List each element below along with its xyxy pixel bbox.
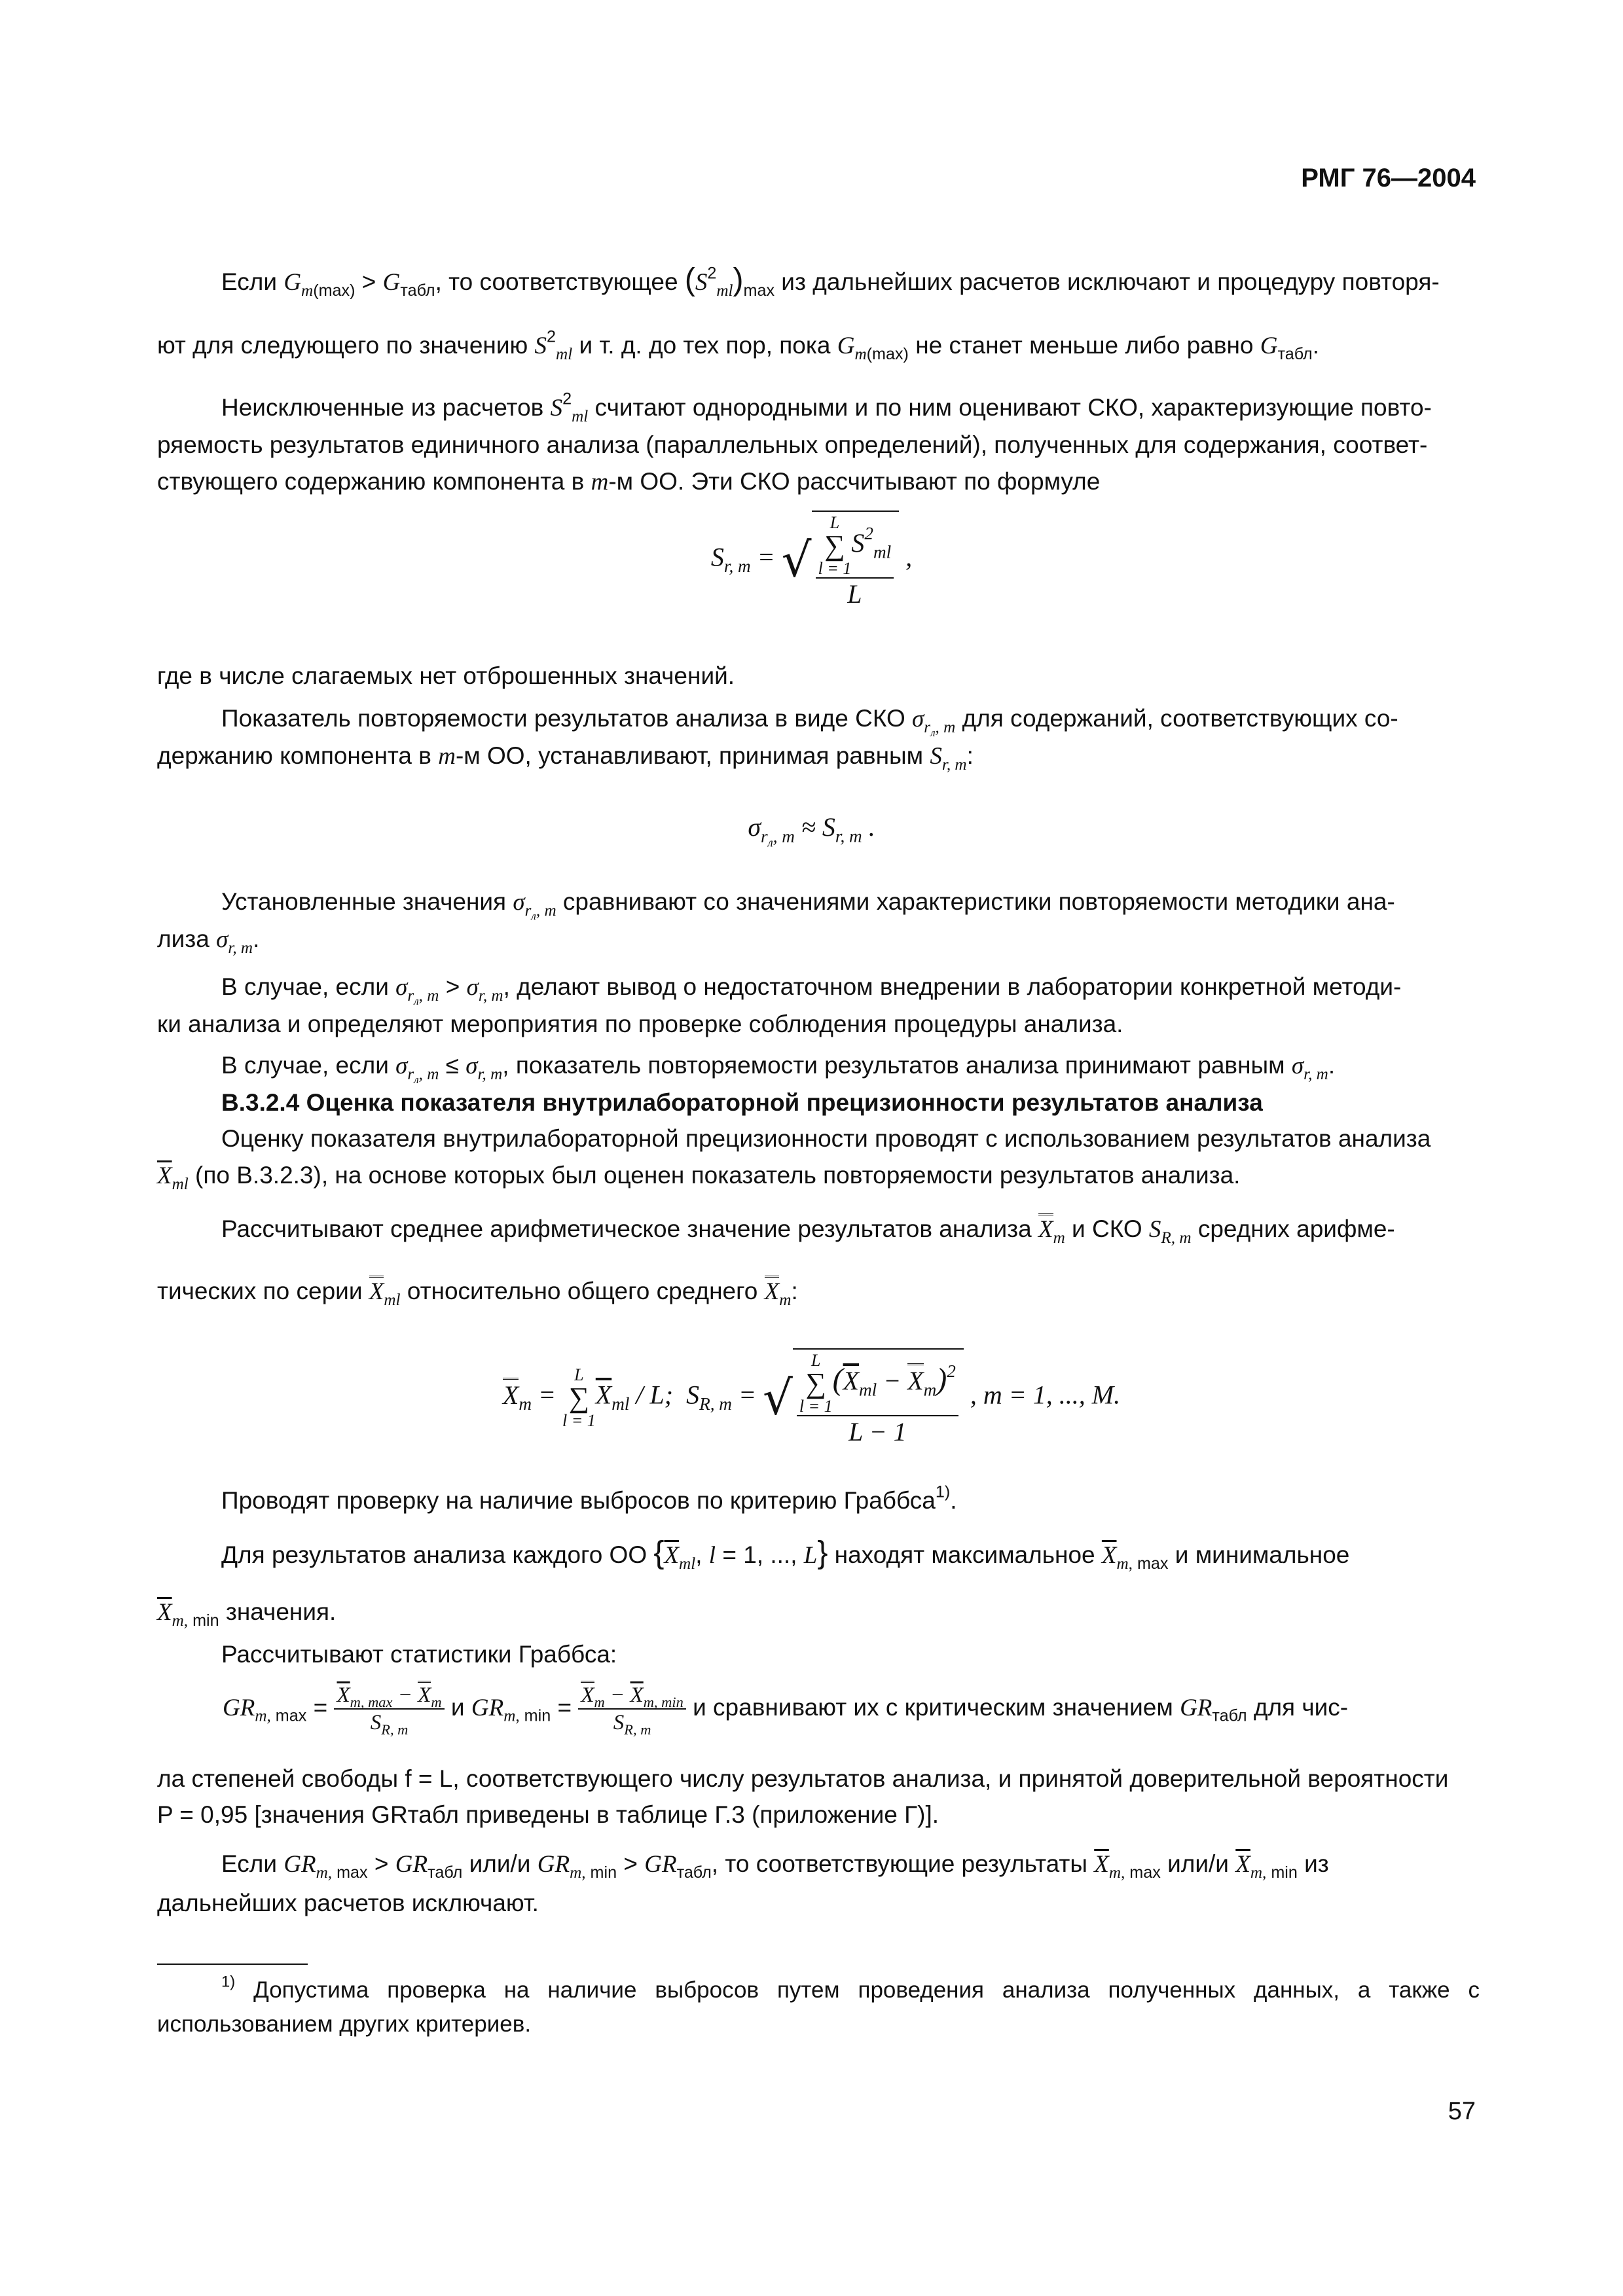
paragraph-12: Для результатов анализа каждого ОО {$\overline{X}_{ml}$, l = 1, ..., L} находят максимальное $\overline{X}_{m,}$ $_{max}$ и минимальное — [221, 1535, 1350, 1573]
paragraph-9: Оценку показателя внутрилабораторной прецизионности проводят с использованием результатов анализа $\overline{X}_{ml}$ (по В.3.2.3), на основе которых был оценен показатель повторяемости результатов анализа. — [157, 1125, 1431, 1193]
paragraph-14: $GR_{m,}$ $_{max}$ = $\frac{\overline{X}_{m, max} - X_m}{S_{R, m}}$ и $GR_{m,}$ $_{min}$ = $\frac{X_m - \overline{X}_{m, min}}{S_{R, m}}$ и сравнивают их с критическим значением $GR_{табл}$ для чис- — [223, 1682, 1480, 1736]
paragraph-8: В случае, если $\sigma_{r_л, m} \le \sigma_{r, m}$, показатель повторяемости результатов анализа принимают равным $\sigma_{r, m}$. — [221, 1052, 1336, 1086]
document-code: РМГ 76—2004 — [1301, 164, 1476, 192]
formula-mean-sr: $X_m$ = L ∑ l = 1 $\overline{X}_{ml}$ / L; $S_{R, m}$ = √ L ∑ l = 1 $(\overline{X}_{ml} - X_m)^2$ L − 1 , m = 1, ..., M. — [0, 1348, 1623, 1447]
formula-sr: $S_{r, m}$ = √ L ∑ l = 1 $S^2_{ml}$ L , — [0, 511, 1623, 609]
paragraph-13: Рассчитывают статистики Граббса: — [221, 1641, 617, 1668]
paragraph-16: P = 0,95 [значения GRтабл приведены в таблице Г.3 (приложение Г)]. — [157, 1801, 939, 1828]
paragraph-15: ла степеней свободы f = L, соответствующего числу результатов анализа, и принятой доверительной вероятности — [157, 1765, 1449, 1792]
paragraph-18: дальнейших расчетов исключают. — [157, 1890, 539, 1916]
paragraph-11: Проводят проверку на наличие выбросов по критерию Граббса$^{1)}$. — [221, 1482, 957, 1514]
paragraph-1: Если $G_{m(max)} > G_{табл}$, то соответствующее $(S^2_{ml})_{max}$ из дальнейших расчетов исключают и процедуру повторя- — [221, 262, 1440, 300]
paragraph-10b: тических по серии $X_{ml}$ относительно общего среднего $X_m$: — [157, 1273, 1480, 1310]
formula-sigma-approx: $\sigma_{r_л, m} \approx S_{r, m}$ . — [748, 812, 875, 849]
paragraph-5: Показатель повторяемости результатов анализа в виде СКО $\sigma_{r_л, m}$ для содержаний, соответствующих со- держанию компонента в m-м ОО, устанавливают, принимая равным $S_{r, m}$: — [157, 705, 1398, 774]
paragraph-10: Рассчитывают среднее арифметическое значение результатов анализа $X_m$ и СКО $S_{R, m}$ средних арифме- — [157, 1211, 1480, 1248]
paragraph-6: Установленные значения $\sigma_{r_л, m}$ сравнивают со значениями характеристики повторяемости методики ана- лиза $\sigma_{r, m}$. — [157, 888, 1395, 957]
paragraph-7: В случае, если $\sigma_{r_л, m} > \sigma_{r, m}$, делают вывод о недостаточном внедрении в лаборатории конкретной методи- ки анализа и определяют мероприятия по проверке соблюдения процедуры анализа. — [157, 973, 1402, 1037]
paragraph-2: ют для следующего по значению $S^2_{ml}$ и т. д. до тех пор, пока $G_{m(max)}$ не станет меньше либо равно $G_{табл}$. — [157, 327, 1319, 363]
paragraph-3: Неисключенные из расчетов $S^2_{ml}$ считают однородными и по ним оценивают СКО, характеризующие повто- ряемость результатов единичного анализа (параллельных определений), полученных для содержания, соответ- ствующего содержанию компонента в m-м ОО. Эти СКО рассчитывают по формуле — [157, 389, 1432, 495]
footnote-rule — [157, 1964, 308, 1965]
paragraph-17: Если $GR_{m,}$ $_{max} > GR_{табл}$ или/и $GR_{m,}$ $_{min} > GR_{табл}$, то соответствующие результаты $\overline{X}_{m,}$ $_{max}$ или/и $\overline{X}_{m,}$ $_{min}$ из — [221, 1850, 1329, 1882]
paragraph-12b: $\overline{X}_{m,}$ $_{min}$ значения. — [157, 1598, 337, 1630]
paragraph-4: где в числе слагаемых нет отброшенных значений. — [157, 662, 735, 689]
footnote: $^{1)}$ Допустима проверка на наличие выбросов путем проведения анализа полученных данных, а также с использованием других критериев. — [157, 1973, 1480, 2037]
section-heading: В.3.2.4 Оценка показателя внутрилабораторной прецизионности результатов анализа — [221, 1089, 1263, 1116]
page-number: 57 — [1448, 2098, 1476, 2125]
